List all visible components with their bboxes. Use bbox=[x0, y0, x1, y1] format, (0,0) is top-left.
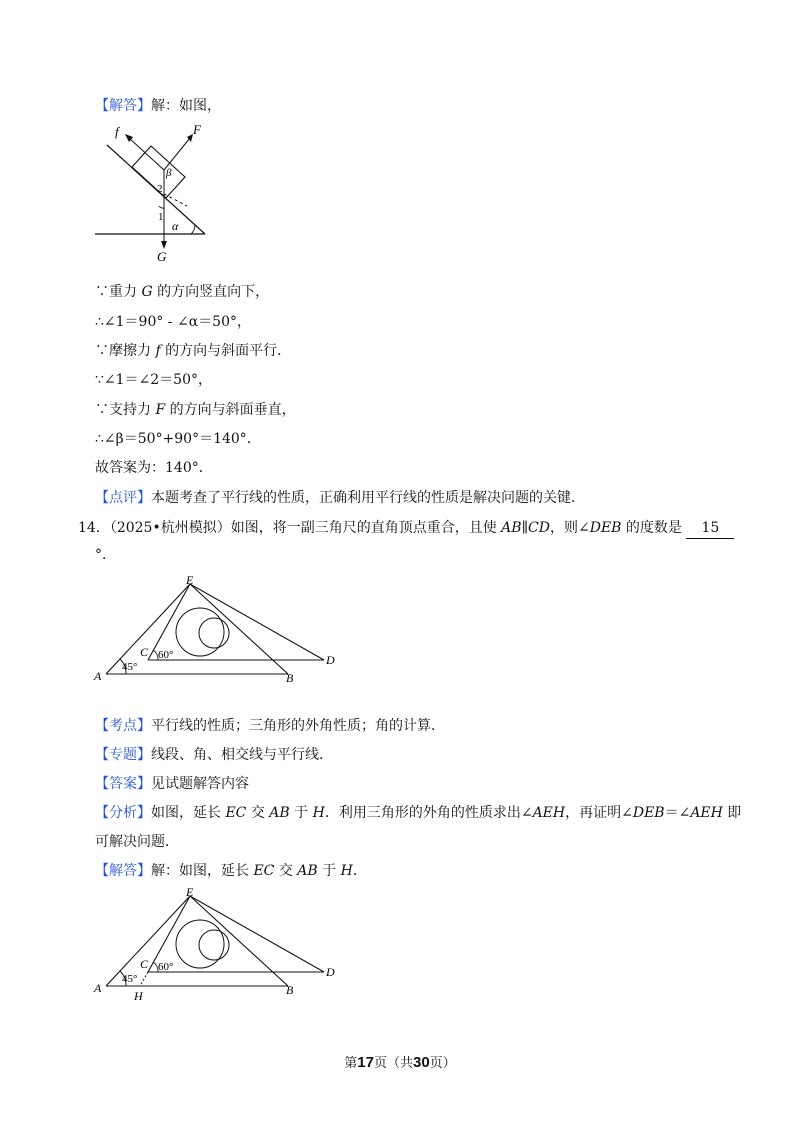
review bbox=[95, 488, 585, 508]
kaodian: 【考点】平行线的性质；三角形的外角性质；角的计算． bbox=[95, 718, 445, 734]
label-60: 60° bbox=[158, 649, 174, 661]
solution-header bbox=[95, 96, 221, 116]
incline-force-figure bbox=[95, 122, 215, 267]
solution-tag: 【解答】 bbox=[95, 98, 151, 114]
label-B: B bbox=[286, 983, 294, 997]
solution-line-5: ∵支持力 F 的方向与斜面垂直， bbox=[95, 402, 296, 418]
page-footer: 第17页（共30页） bbox=[344, 1054, 456, 1071]
review-tag: 【点评】 bbox=[95, 490, 151, 506]
label-H: H bbox=[134, 989, 143, 1003]
label-2: 2 bbox=[157, 183, 163, 195]
answer-blank: 15 bbox=[686, 518, 734, 539]
page-total: 30 bbox=[413, 1054, 430, 1071]
label-D: D bbox=[326, 965, 335, 979]
label-45: 45° bbox=[122, 661, 138, 673]
fenxi-line-2: 可解决问题． bbox=[95, 834, 179, 850]
page-number: 17 bbox=[357, 1054, 374, 1071]
question-number: 14． bbox=[78, 520, 110, 536]
label-A: A bbox=[94, 981, 102, 995]
triangle-figure-1 bbox=[92, 572, 352, 690]
label-alpha: α bbox=[172, 219, 179, 233]
label-F: F bbox=[193, 122, 201, 137]
zhuanti: 【专题】线段、角、相交线与平行线． bbox=[95, 747, 333, 763]
solution-intro: 解：如图， bbox=[151, 98, 221, 114]
question-source: （2025•杭州模拟） bbox=[109, 520, 231, 536]
label-beta: β bbox=[166, 167, 172, 179]
label-1: 1 bbox=[158, 211, 164, 223]
fenxi: 【分析】如图，延长 EC 交 AB 于 H．利用三角形的外角的性质求出∠AEH，再证明∠DEB＝∠AEH 即 bbox=[95, 805, 742, 821]
triangle-figure-2 bbox=[92, 884, 352, 1006]
jieda: 【解答】解：如图，延长 EC 交 AB 于 H． bbox=[95, 863, 367, 879]
label-D: D bbox=[326, 653, 335, 667]
label-E: E bbox=[186, 573, 194, 587]
label-C: C bbox=[140, 957, 149, 971]
label-f: f bbox=[115, 124, 119, 139]
question-14: 14．（2025•杭州模拟）如图，将一副三角尺的直角顶点重合，且使 AB∥CD，则∠DEB 的度数是 15 bbox=[78, 518, 734, 539]
solution-line-1: ∵重力 G 的方向竖直向下， bbox=[95, 284, 270, 300]
solution-line-4: ∵∠1＝∠2＝50°， bbox=[95, 372, 212, 388]
label-G: G bbox=[157, 249, 167, 264]
question-14-degree: °． bbox=[95, 547, 116, 563]
label-E: E bbox=[186, 885, 194, 899]
label-B: B bbox=[286, 671, 294, 685]
label-45: 45° bbox=[122, 973, 138, 985]
label-A: A bbox=[94, 669, 102, 683]
daan: 【答案】见试题解答内容 bbox=[95, 776, 249, 792]
label-60: 60° bbox=[158, 961, 174, 973]
solution-line-3: ∵摩擦力 f 的方向与斜面平行． bbox=[95, 343, 292, 359]
review-text: 本题考查了平行线的性质，正确利用平行线的性质是解决问题的关键． bbox=[151, 490, 585, 506]
solution-line-2: ∴∠1＝90° - ∠α＝50°， bbox=[95, 314, 251, 330]
solution-line-7: 故答案为：140°． bbox=[95, 460, 213, 476]
solution-line-6: ∴∠β＝50°+90°＝140°． bbox=[95, 431, 261, 447]
label-C: C bbox=[140, 645, 149, 659]
